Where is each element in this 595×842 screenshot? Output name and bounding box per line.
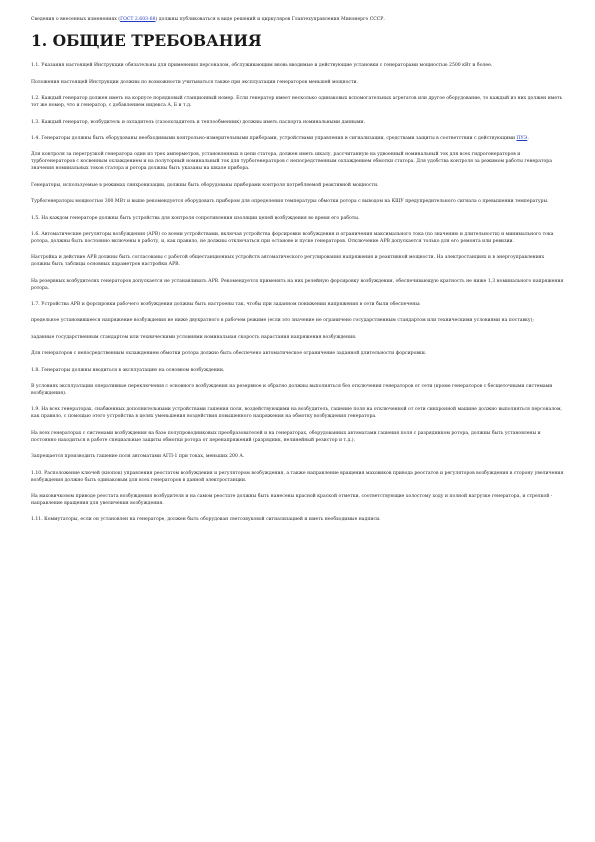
- paragraph: Запрещается производить гашение поля автоматами АГП-1 при токах, меньших 200 А.: [31, 454, 245, 460]
- paragraph: 1.7. Устройства АРВ и форсировки рабочего возбуждения должны быть настроены так, чтобы при заданном понижении напряжения в сети были обеспечены:: [31, 302, 421, 308]
- paragraph: 1.5. На каждом генераторе должны быть устройства для контроля сопротивления изоляции цепей возбуждения во время его работы.: [31, 215, 360, 221]
- paragraph: На всех генераторах с системами возбуждения на базе полупроводниковых преобразователей и на генераторах, оборудованных автоматами гашения поля с разрядником ротора, должны быть установлены и постоянно находиться в работе специальные защиты обмотки ротора от перенапряжений (разрядник, нелинейный резистор и т.д.).: [31, 430, 541, 443]
- gost-link[interactable]: ГОСТ 2.603-68: [120, 17, 156, 22]
- paragraph-with-pue-link: [31, 135, 564, 142]
- paragraph: 1.6. Автоматические регуляторы возбуждения (АРВ) со всеми устройствами, включая устройства форсировки возбуждения и ограничения максимального тока (по значению и длительности) и минимального тока ротора, должны быть постоянно включены в работу, и, как правило, не должны отключаться при останове и пуске генераторов. Отключение АРВ допускается только для его ремонта или ревизии.: [31, 231, 554, 244]
- intro-text-start: Сведения о внесенных изменениях (: [31, 17, 121, 22]
- paragraph: 1.10. Расположение ключей (кнопок) управления реостатом возбуждения и регулятором возбуждения, а также направление вращения маховиков привода реостатов и регуляторов возбуждения в сторону увеличения возбуждения должно быть одинаковым для всех генераторов в данной электростанции.: [31, 470, 564, 483]
- paragraph: На резервных возбудителях генераторов допускается не устанавливать АРВ. Рекомендуется применять на них релейную форсировку возбуждения, обеспечивающую кратность не ниже 1,3 номинального напряжения ротора.: [31, 278, 564, 291]
- paragraph: 1.3. Каждый генератор, возбудитель и охладитель (газоохладитель и теплообменник) должны иметь паспорта номинальными данными.: [31, 119, 365, 125]
- paragraph: 1.2. Каждый генератор должен иметь на корпусе порядковый станционный номер. Если генератор имеет несколько одинаковых вспомогательных агрегатов или другое оборудование, то каждый из них должен иметь тот же номер, что и генератор, с добавлением индекса А, Б и т.д.: [31, 96, 563, 109]
- pue-link[interactable]: ПУЭ: [516, 135, 528, 141]
- paragraph: 1.8. Генераторы должны вводиться в эксплуатацию на основном возбуждении.: [31, 367, 225, 373]
- paragraph: 1.1. Указания настоящей Инструкции обязательны для применения персоналом, обслуживающим вновь вводимые и действующие установки с генераторами мощностью 2500 кВт и более.: [31, 63, 493, 69]
- paragraph: Для генераторов с непосредственным охлаждением обмотки ротора должно быть обеспечено автоматическое ограничение заданной длительности форсировки.: [31, 351, 427, 357]
- paragraph: предельное установившееся напряжение возбуждения не ниже двукратного в рабочем режиме (если это значение не ограничено государственным стандартом или техническими условиями на поставку);: [31, 318, 534, 324]
- paragraph: Положения настоящей Инструкции должны по возможности учитываться также при эксплуатации генераторов меньшей мощности.: [31, 79, 359, 85]
- paragraph: Для контроля за перегрузкой генератора один из трех амперметров, установленных в цепи статора, должен иметь шкалу, рассчитанную на удвоенный номинальный ток для всех гидрогенераторов и турбогенераторов с косвенным охлаждением и на полуторный номинальный ток для турбогенераторов с непосредственным охлаждением обмотки статора. Для удобства контроля за режимом работы генератора значения номинальных токов статора и ротора должны быть указаны на шкале прибора.: [31, 152, 552, 172]
- document-body: [31, 16, 564, 533]
- paragraph: Настройка и действие АРВ должны быть согласованы с работой общестанционных устройств автоматического регулирования напряжения и реактивной мощности. На электростанциях и в энергоуправлениях должны быть таблицы основных параметров настройки АРВ.: [31, 255, 545, 268]
- paragraph: 1.11. Коммутаторы, если он установлен на генераторе, должен быть оборудован светозвуковой сигнализацией и иметь необходимые надписи.: [31, 517, 381, 523]
- paragraph: заданные государственным стандартом или техническими условиями номинальная скорость нарастания напряжения возбуждения.: [31, 334, 357, 340]
- paragraph: В условиях эксплуатации оперативные переключения с основного возбуждения на резервное и обратно должны выполняться без отключения генераторов от сети (кроме генераторов с бесщеточными системами возбуждения).: [31, 384, 553, 397]
- paragraph-text-end: .: [527, 135, 529, 141]
- paragraph: 1.9. На всех генераторах, снабженных дополнительными устройствами гашения поля, воздействующими на возбудитель, гашение поля на отключенной от сети синхронной машине должно выполняться персоналом, как правило, с помощью этого устройства в целях уменьшения воздействия повышенного напряжения на обмотку возбуждения генератора.: [31, 407, 562, 420]
- paragraph: Генераторы, используемые в режимах синхронизации, должны быть оборудованы приборами контроля потребляемой реактивной мощности.: [31, 182, 379, 188]
- paragraph: Турбогенераторы мощностью 300 МВт и выше рекомендуется оборудовать прибором для определения температуры обмотки ротора с выводом на КЩУ предупредительного сигнала о превышении температуры.: [31, 199, 549, 205]
- intro-text-end: ) должны публиковаться в виде решений и циркуляров Главтехуправления Минэнерго СССР.: [155, 17, 385, 22]
- paragraph: На маховичковом приводе реостата возбуждения возбудителя и на самом реостате должны быть нанесены красной краской отметки, соответствующие холостому ходу и полной нагрузке генератора, и стрелкой - направление вращения для увеличения возбуждения.: [31, 493, 553, 506]
- paragraph-text: 1.4. Генераторы должны быть оборудованы необходимыми контрольно-измерительными приборами, устройствами управления и сигнализации, средствами защиты в соответствии с действующими: [31, 135, 517, 141]
- intro-paragraph: [31, 16, 564, 23]
- section-heading: 1. ОБЩИЕ ТРЕБОВАНИЯ: [31, 31, 262, 51]
